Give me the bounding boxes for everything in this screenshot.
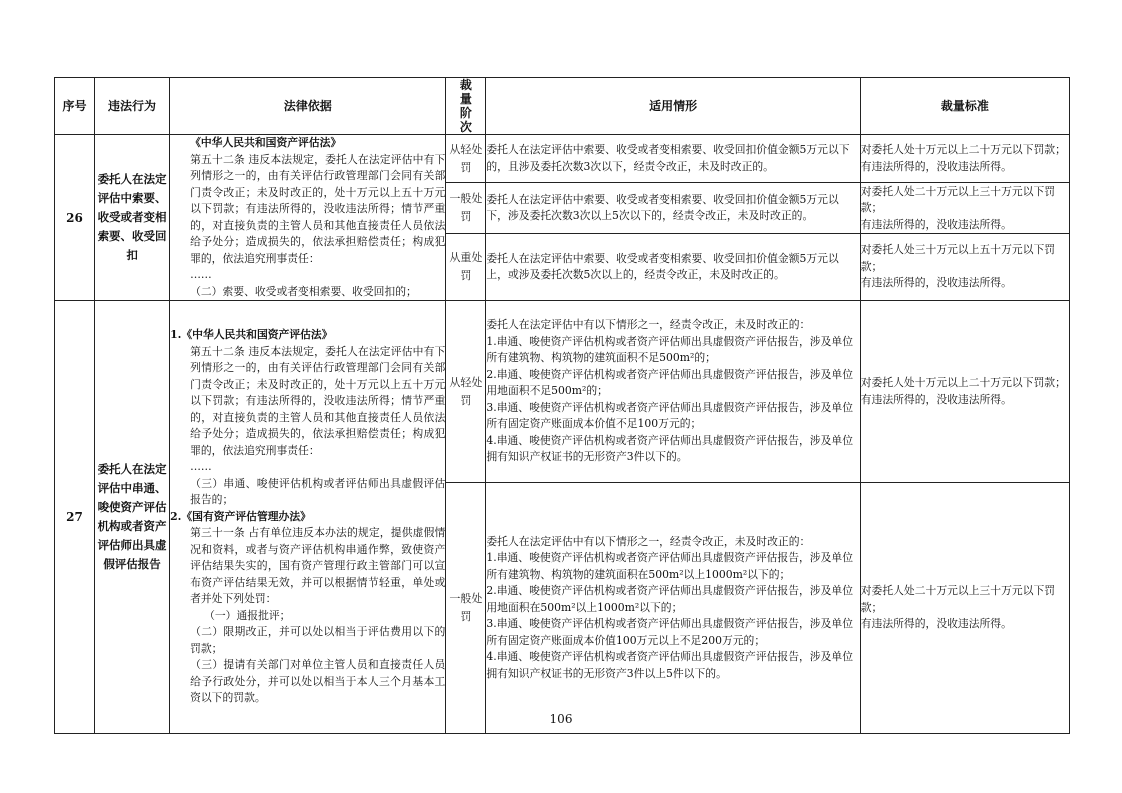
law-title: 《中华人民共和国资产评估法》 <box>190 136 342 149</box>
law-item: （一）通报批评； <box>204 608 291 622</box>
law-article: 第五十二条 违反本法规定，委托人在法定评估中有下列情形之一的，由有关评估行政管理部门会同有关部门责令改正；未及时改正的，处十万元以上五十万元以下罚款；有违法所得的，没收违法所得；情节严重的，对直接负责的主管人员和其他直接责任人员依法给予处分；造成损失的，依法承担赔偿责任；构成犯罪的，依法追究刑事责任： <box>190 152 446 265</box>
applicable-case: 委托人在法定评估中索要、收受或者变相索要、收受回扣价值金额5万元以下，涉及委托次数3次以上5次以下的，经责令改正，未及时改正的。 <box>486 183 860 234</box>
law-ellipsis: …… <box>190 460 212 474</box>
table-header-row <box>55 78 1070 135</box>
std-line: 有违法所得的，没收违法所得。 <box>860 159 1012 173</box>
penalty-table <box>54 77 1070 734</box>
level-label: 从轻处罚 <box>446 301 486 483</box>
std-line: 对委托人处三十万元以上五十万元以下罚款； <box>860 243 1056 273</box>
case-line: 2.串通、唆使资产评估机构或者资产评估师出具虚假资产评估报告，涉及单位用地面积不足500m²的； <box>486 367 853 398</box>
level-label: 从重处罚 <box>446 234 486 301</box>
law-item: （三）串通、唆使评估机构或者评估师出具虚假评估报告的； <box>190 476 446 507</box>
case-line: 4.串通、唆使资产评估机构或者资产评估师出具虚假资产评估报告，涉及单位拥有知识产权证书的无形资产3件以上5件以下的。 <box>486 650 853 680</box>
row-number: 27 <box>55 301 95 734</box>
case-line: 3.串通、唆使资产评估机构或者资产评估师出具虚假资产评估报告，涉及单位所有固定资产账面成本价值100万元以上不足200万元的； <box>486 617 853 647</box>
page-number: 106 <box>549 712 573 726</box>
std-line: 对委托人处十万元以上二十万元以下罚款； <box>860 376 1066 389</box>
penalty-standard <box>860 483 1069 734</box>
law-item: （三）提请有关部门对单位主管人员和直接责任人员给予行政处分，并可以处以相当于本人三个月基本工资以下的罚款。 <box>190 658 446 705</box>
penalty-standard <box>860 183 1069 234</box>
std-line: 对委托人处二十万元以上三十万元以下罚款； <box>860 184 1056 215</box>
level-label: 从轻处罚 <box>446 135 486 183</box>
penalty-standard <box>860 234 1069 301</box>
law-item: （二）限期改正，并可以处以相当于评估费用以下的罚款； <box>190 625 446 655</box>
case-line: 4.串通、唆使资产评估机构或者资产评估师出具虚假资产评估报告，涉及单位拥有知识产权证书的无形资产3件以下的。 <box>486 433 853 464</box>
row-number: 26 <box>55 135 95 301</box>
penalty-standard <box>860 135 1069 183</box>
case-line: 1.串通、唆使资产评估机构或者资产评估师出具虚假资产评估报告，涉及单位所有建筑物、构筑物的建筑面积不足500m²的； <box>486 334 853 365</box>
std-line: 有违法所得的，没收违法所得。 <box>860 276 1012 290</box>
case-line: 3.串通、唆使资产评估机构或者资产评估师出具虚假资产评估报告，涉及单位所有固定资产账面成本价值不足100万元的； <box>486 400 853 431</box>
law-article: 第三十一条 占有单位违反本办法的规定，提供虚假情况和资料，或者与资产评估机构串通作弊，致使资产评估结果失实的，国有资产管理行政主管部门可以宣布资产评估结果无效，并可以根据情节轻重，单处或者并处下列处罚： <box>190 526 446 606</box>
applicable-case <box>486 301 860 483</box>
law-title: 1.《中华人民共和国资产评估法》 <box>170 328 333 342</box>
case-line: 2.串通、唆使资产评估机构或者资产评估师出具虚假资产评估报告，涉及单位用地面积在500m²以上1000m²以下的； <box>486 584 853 614</box>
header-act: 违法行为 <box>95 78 170 135</box>
case-line: 1.串通、唆使资产评估机构或者资产评估师出具虚假资产评估报告，涉及单位所有建筑物、构筑物的建筑面积在500m²以上1000m²以下的； <box>486 551 853 581</box>
law-article: 第五十二条 违反本法规定，委托人在法定评估中有下列情形之一的，由有关评估行政管理部门会同有关部门责令改正；未及时改正的，处十万元以上五十万元以下罚款；有违法所得的，没收违法所得；情节严重的，对直接负责的主管人员和其他直接责任人员依法给予处分；造成损失的，依法承担赔偿责任；构成犯罪的，依法追究刑事责任： <box>190 344 446 457</box>
violation-act: 委托人在法定评估中串通、唆使资产评估机构或者资产评估师出具虚假评估报告 <box>95 301 170 734</box>
header-std: 裁量标准 <box>860 78 1069 135</box>
law-item: （二）索要、收受或者变相索要、收受回扣的； <box>190 284 417 298</box>
legal-basis <box>170 135 446 301</box>
level-label: 一般处罚 <box>446 483 486 734</box>
std-line: 对委托人处十万元以上二十万元以下罚款； <box>860 143 1066 157</box>
applicable-case: 委托人在法定评估中索要、收受或者变相索要、收受回扣价值金额5万元以下的，且涉及委托次数3次以下，经责令改正，未及时改正的。 <box>486 135 860 183</box>
case-line: 委托人在法定评估中有以下情形之一，经责令改正，未及时改正的： <box>486 318 811 332</box>
violation-act: 委托人在法定评估中索要、收受或者变相索要、收受回扣 <box>95 135 170 301</box>
applicable-case <box>486 483 860 734</box>
std-line: 有违法所得的，没收违法所得。 <box>860 617 1012 631</box>
law-ellipsis: …… <box>190 268 212 281</box>
law-title: 2.《国有资产评估管理办法》 <box>170 509 311 523</box>
std-line: 有违法所得的，没收违法所得。 <box>860 217 1012 231</box>
table-row <box>55 135 1070 183</box>
penalty-standard <box>860 301 1069 483</box>
legal-basis <box>170 301 446 734</box>
header-no: 序号 <box>55 78 95 135</box>
case-line: 委托人在法定评估中有以下情形之一，经责令改正，未及时改正的： <box>486 534 811 548</box>
table-row <box>55 301 1070 483</box>
std-line: 有违法所得的，没收违法所得。 <box>860 392 1012 406</box>
header-level: 裁量阶次 <box>446 78 486 135</box>
std-line: 对委托人处二十万元以上三十万元以下罚款； <box>860 584 1056 614</box>
header-case: 适用情形 <box>486 78 860 135</box>
header-law: 法律依据 <box>170 78 446 135</box>
level-label: 一般处罚 <box>446 183 486 234</box>
applicable-case: 委托人在法定评估中索要、收受或者变相索要、收受回扣价值金额5万元以上，或涉及委托次数5次以上的，经责令改正，未及时改正的。 <box>486 234 860 301</box>
